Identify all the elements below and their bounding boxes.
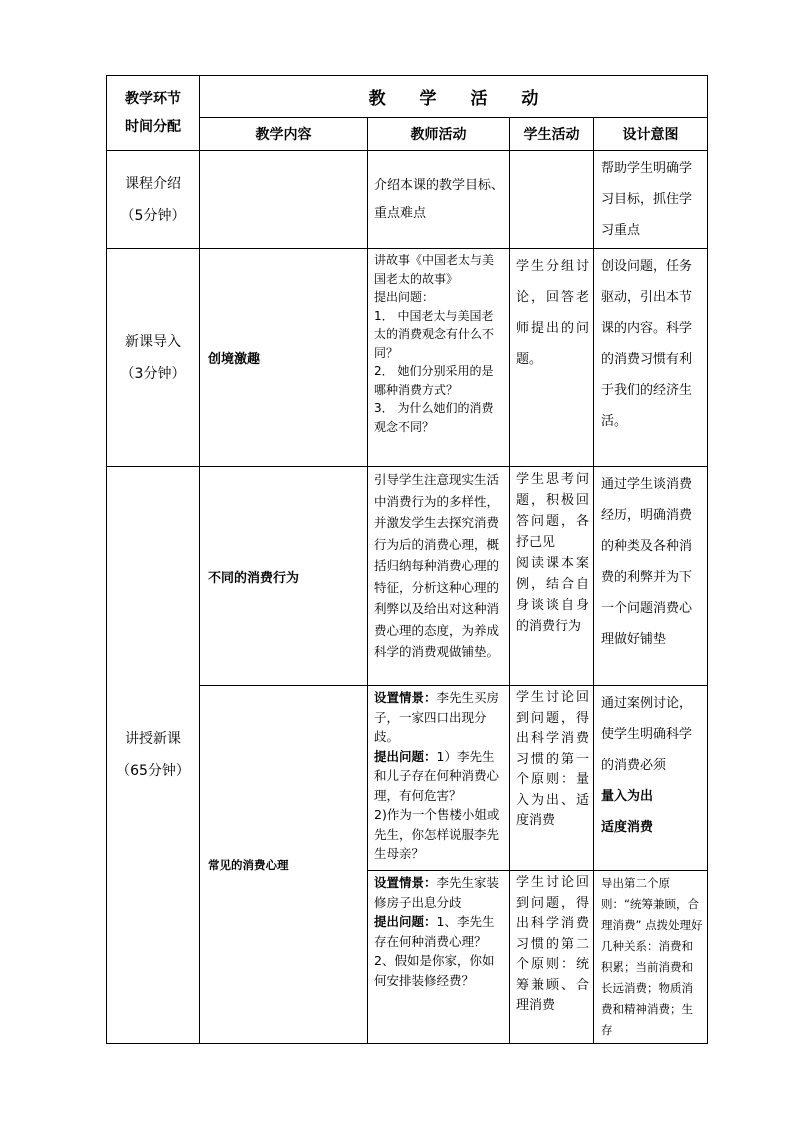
stage-time: （65分钟） bbox=[116, 763, 190, 779]
content-cell-psychology: 常见的消费心理 bbox=[200, 686, 368, 1044]
scenario-text: 李先生家装修房子出息分歧 bbox=[374, 875, 500, 910]
design-cell-case1 bbox=[594, 686, 708, 871]
design-cell-leadin: 创设问题，任务驱动，引出本节课的内容。科学的消费习惯有利于我们的经济生活。 bbox=[594, 249, 708, 467]
header-col-design: 设计意图 bbox=[594, 118, 708, 151]
question-label: 提出问题： bbox=[374, 914, 437, 929]
header-row-1 bbox=[107, 76, 708, 118]
question-text: 2、假如是你家，你如何安排装修经费？ bbox=[374, 953, 495, 988]
teacher-cell-behaviour: 引导学生注意现实生活中消费行为的多样性，并激发学生去探究消费行为后的消费心理，概括归纳每种消费心理的特征，分析这种心理的利弊以及给出对这种消费心理的态度，为养成科学的消费观做铺垫。 bbox=[368, 467, 510, 686]
stage-cell-leadin bbox=[107, 249, 200, 467]
content-cell-leadin: 创境激趣 bbox=[200, 249, 368, 467]
row-teach-behaviour bbox=[107, 467, 708, 686]
teacher-line: 提出问题： bbox=[374, 290, 435, 304]
header-title: 教 学 活 动 bbox=[200, 76, 708, 118]
stage-label: 课程介绍 bbox=[125, 175, 181, 192]
stage-time: （3分钟） bbox=[120, 365, 186, 382]
row-lead-in bbox=[107, 249, 708, 467]
design-bold-text: 量入为出 bbox=[601, 789, 654, 804]
stage-label: 新课导入 bbox=[125, 333, 181, 350]
teacher-line: 1． 中国老太与美国老太的消费观念有什么不同？ bbox=[374, 308, 495, 360]
stage-cell-intro bbox=[107, 151, 200, 249]
student-cell-case1: 学生讨论回到问题，得出科学消费习惯的第一个原则：量入为出、适度消费 bbox=[510, 686, 594, 871]
scenario-label: 设置情景： bbox=[374, 875, 437, 890]
design-cell-intro: 帮助学生明确学习目标，抓住学习重点 bbox=[594, 151, 708, 249]
teacher-line: 讲故事《中国老太与美国老太的故事》 bbox=[374, 253, 495, 286]
teacher-cell-intro: 介绍本课的教学目标、重点难点 bbox=[368, 151, 510, 249]
stage-time: （5分钟） bbox=[120, 207, 186, 224]
student-cell-leadin: 学生分组讨论，回答老师提出的问题。 bbox=[510, 249, 594, 467]
question-text: 1、李先生存在何种消费心理？ bbox=[374, 914, 495, 949]
content-cell-behaviour: 不同的消费行为 bbox=[200, 467, 368, 686]
content-cell-intro bbox=[200, 151, 368, 249]
stage-label: 讲授新课 bbox=[125, 731, 181, 747]
design-cell-case2: 导出第二个原则：“统筹兼顾，合理消费” 点拨处理好几种关系：消费和积累；当前消费和长远消费；物质消费和精神消费；生存 bbox=[594, 871, 708, 1044]
question-text: 1）李先生和儿子存在何种消费心理，有何危害？ bbox=[374, 748, 500, 803]
scenario-text: 李先生买房子，一家四口出现分歧。 bbox=[374, 690, 500, 744]
student-cell-intro bbox=[510, 151, 594, 249]
design-cell-behaviour: 通过学生谈消费经历，明确消费的种类及各种消费的利弊并为下一个问题消费心理做好铺垫 bbox=[594, 467, 708, 686]
scenario-label: 设置情景： bbox=[374, 690, 437, 705]
lesson-plan-table bbox=[106, 75, 708, 1044]
header-col-teacher: 教师活动 bbox=[368, 118, 510, 151]
header-stage-line1: 教学环节 bbox=[125, 91, 181, 107]
header-col-content: 教学内容 bbox=[200, 118, 368, 151]
teacher-line: 3． 为什么她们的消费观念不同？ bbox=[374, 401, 494, 434]
header-stage-line2: 时间分配 bbox=[125, 119, 181, 135]
question-text: 2)作为一个售楼小姐或先生，你怎样说服李先生母亲？ bbox=[374, 807, 500, 861]
stage-cell-teach bbox=[107, 467, 200, 1044]
student-cell-case2: 学生讨论回到问题，得出科学消费习惯的第二个原则：统筹兼顾、合理消费 bbox=[510, 871, 594, 1044]
teacher-cell-leadin bbox=[368, 249, 510, 467]
design-text: 通过案例讨论，使学生明确科学的消费必须 bbox=[601, 696, 693, 773]
row-course-intro bbox=[107, 151, 708, 249]
student-text: 学生思考问题，积极回答问题，各抒己见 bbox=[516, 472, 589, 550]
teacher-line: 2． 她们分别采用的是哪种消费方式？ bbox=[374, 364, 494, 397]
student-cell-behaviour bbox=[510, 467, 594, 686]
teacher-cell-case1 bbox=[368, 686, 510, 871]
design-bold-text: 适度消费 bbox=[601, 820, 654, 835]
question-label: 提出问题： bbox=[374, 748, 437, 764]
teacher-cell-case2 bbox=[368, 871, 510, 1044]
header-stage-cell bbox=[107, 76, 200, 151]
student-text: 阅读课本案例，结合自身谈谈自身的消费行为 bbox=[516, 556, 589, 634]
header-col-student: 学生活动 bbox=[510, 118, 594, 151]
